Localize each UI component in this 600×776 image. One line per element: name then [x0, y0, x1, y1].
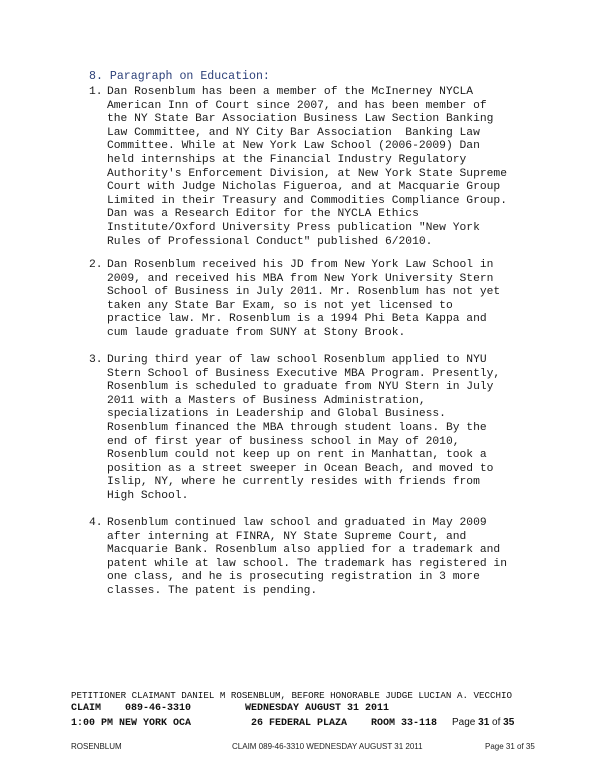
paragraph-line: Rosenblum continued law school and graduated in May 2009: [107, 517, 487, 529]
paragraph-line: Law Committee, and NY City Bar Association Banking Law: [107, 126, 480, 139]
paragraph-body: [107, 86, 507, 249]
paragraph-line: Rosenblum financed the MBA through student loans. By the: [107, 421, 487, 434]
paragraph-line: Dan was a Research Editor for the NYCLA Ethics: [107, 208, 419, 221]
paragraph-line: cum laude graduate from SUNY at Stony Brook.: [107, 326, 406, 339]
paragraph-body: [107, 259, 500, 341]
page-of: of: [489, 717, 504, 728]
paragraph-number: 1.: [89, 86, 103, 98]
paragraph-line: practice law. Mr. Rosenblum is a 1994 Phi Beta Kappa and: [107, 313, 487, 326]
paragraph-line: one class, and he is prosecuting registration in 3 more: [107, 571, 480, 584]
paragraph-line: School of Business in July 2011. Mr. Rosenblum has not yet: [107, 286, 501, 299]
paragraph-line: Institute/Oxford University Press publication "New York: [107, 221, 480, 234]
bottom-bar-right: Page 31 of 35: [485, 742, 535, 751]
paragraph-line: During third year of law school Rosenblum applied to NYU: [107, 354, 487, 366]
page-current: 31: [478, 717, 490, 728]
paragraph-number: 4.: [89, 517, 103, 529]
paragraph-number: 3.: [89, 354, 103, 366]
bottom-bar-left: ROSENBLUM: [71, 742, 122, 751]
section-heading: 8. Paragraph on Education:: [89, 70, 270, 83]
paragraph-line: held internships at the Financial Industry Regulatory: [107, 153, 467, 166]
paragraph-line: the NY State Bar Association Business Law Section Banking: [107, 113, 494, 126]
paragraph-line: Authority's Enforcement Division, at New York State Supreme: [107, 167, 507, 180]
paragraph-number: 2.: [89, 259, 103, 271]
paragraph-line: patent while at law school. The trademark has registered in: [107, 557, 507, 570]
page-total: 35: [503, 717, 515, 728]
paragraph-line: taken any State Bar Exam, so is not yet licensed to: [107, 299, 453, 312]
paragraph-line: Dan Rosenblum has been a member of the McInerney NYCLA: [107, 86, 474, 98]
paragraph-line: Islip, NY, where he currently resides with friends from: [107, 476, 480, 489]
paragraph-line: 2009, and received his MBA from New York University Stern: [107, 272, 494, 285]
paragraph-line: Dan Rosenblum received his JD from New York Law School in: [107, 259, 494, 271]
paragraph-line: after interning at FINRA, NY State Supreme Court, and: [107, 530, 467, 543]
paragraph-body: [107, 517, 507, 599]
paragraph-line: Court with Judge Nicholas Figueroa, and at Macquarie Group: [107, 181, 501, 194]
paragraph-line: American Inn of Court since 2007, and has been member of: [107, 99, 487, 112]
paragraph-line: Rosenblum is scheduled to graduate from NYU Stern in July: [107, 381, 494, 394]
footer-location-line: 1:00 PM NEW YORK OCA 26 FEDERAL PLAZA ROOM 33-118: [71, 718, 438, 729]
paragraph-line: Stern School of Business Executive MBA Program. Presently,: [107, 367, 501, 380]
paragraph-line: High School.: [107, 489, 189, 502]
paragraph-line: end of first year of business school in May of 2010,: [107, 435, 460, 448]
footer-petitioner-line: PETITIONER CLAIMANT DANIEL M ROSENBLUM, BEFORE HONORABLE JUDGE LUCIAN A. VECCHIO: [71, 690, 513, 701]
paragraph-line: specializations in Leadership and Global Business.: [107, 408, 446, 421]
paragraph-line: 2011 with a Masters of Business Administration,: [107, 394, 426, 407]
paragraph-line: Rules of Professional Conduct" published 6/2010.: [107, 235, 433, 248]
paragraph-line: Rosenblum could not keep up on rent in Manhattan, took a: [107, 449, 487, 462]
paragraph-line: classes. The patent is pending.: [107, 584, 318, 597]
paragraph-line: position as a street sweeper in Ocean Beach, and moved to: [107, 462, 494, 475]
paragraph-line: Macquarie Bank. Rosenblum also applied for a trademark and: [107, 544, 501, 557]
bottom-bar-middle: CLAIM 089-46-3310 WEDNESDAY AUGUST 31 2011: [232, 742, 423, 751]
paragraph-body: [107, 354, 500, 504]
paragraph-line: Limited in their Treasury and Commodities Compliance Group.: [107, 194, 507, 207]
footer-claim-line: CLAIM 089-46-3310 WEDNESDAY AUGUST 31 2011: [71, 703, 390, 714]
paragraph-line: Committee. While at New York Law School (2006-2009) Dan: [107, 140, 480, 153]
page-prefix: Page: [452, 717, 479, 728]
page-number: [452, 717, 514, 728]
